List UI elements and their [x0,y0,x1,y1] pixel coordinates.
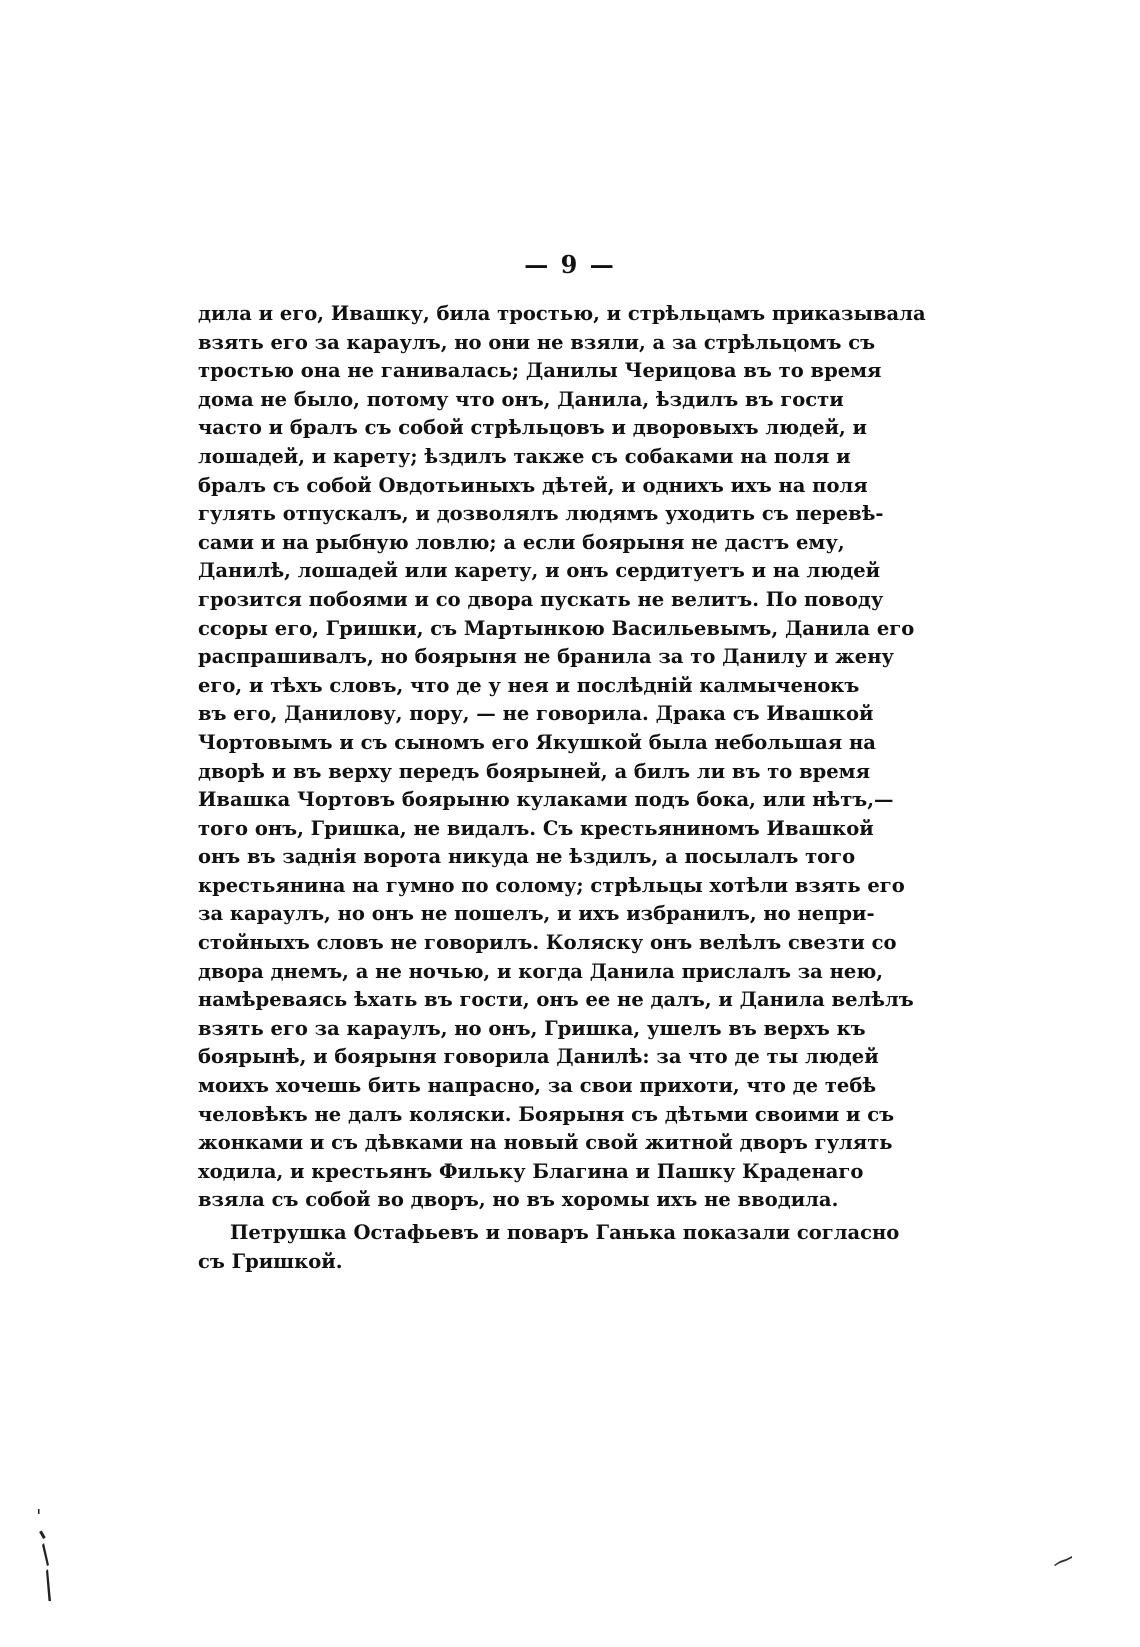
text-line: крестьянина на гумно по солому; стрѣльцы хотѣли взять его [198,873,905,897]
text-line: часто и бралъ съ собой стрѣльцовъ и дворовыхъ людей, и [198,416,868,440]
text-line: за караулъ, но онъ не пошелъ, и ихъ избранилъ, но непри- [198,902,875,926]
text-line: Петрушка Остафьевъ и поваръ Ганька показали согласно [230,1221,900,1244]
text-line: сами и на рыбную ловлю; а если боярыня не дастъ ему, [198,530,845,554]
text-line: Чортовымъ и съ сыномъ его Якушкой была небольшая на [198,730,876,754]
text-line: тростью она не ганивалась; Данилы Черицова въ то время [198,359,882,383]
paragraph [198,1219,900,1276]
text-line: гулять отпускалъ, и дозволялъ людямъ уходить съ перевѣ- [198,502,884,526]
text-line: взять его за караулъ, но они не взяли, а за стрѣльцомъ съ [198,330,876,354]
text-line: моихъ хочешь бить напрасно, за свои прихоти, что де тебѣ [198,1074,877,1098]
text-line: намѣреваясь ѣхать въ гости, онъ ее не далъ, и Данила велѣлъ [198,988,914,1012]
text-line: дома не было, потому что онъ, Данила, ѣздилъ въ гости [198,387,844,411]
text-line: человѣкъ не далъ коляски. Боярыня съ дѣтьми своими и съ [198,1102,895,1126]
text-line: двора днемъ, а не ночью, и когда Данила прислалъ за нею, [198,959,884,983]
text-line: дила и его, Ивашку, била тростью, и стрѣльцамъ приказывала [198,302,926,325]
paragraph [198,300,926,1219]
text-line: жонками и съ дѣвками на новый свой житной дворъ гулять [198,1131,893,1155]
text-line: взять его за караулъ, но онъ, Гришка, ушелъ въ верхъ къ [198,1016,866,1040]
text-line: Ивашка Чортовъ боярыню кулаками подъ бока, или нѣтъ,— [198,788,894,812]
text-line: лошадей, и карету; ѣздилъ также съ собаками на поля и [198,444,851,468]
text-line: Данилѣ, лошадей или карету, и онъ сердитуетъ и на людей [198,559,881,583]
text-line: дворѣ и въ верху передъ боярыней, а билъ ли въ то время [198,759,871,783]
text-line: ссоры его, Гришки, съ Мартынкою Васильевымъ, Данила его [198,616,915,640]
text-line: грозится побоями и со двора пускать не велитъ. По поводу [198,587,884,611]
text-line: съ Гришкой. [198,1249,343,1273]
body-text [198,300,926,1276]
margin-specks [30,1505,60,1625]
text-line: распрашивалъ, но боярыня не бранила за то Данилу и жену [198,645,894,669]
text-line: того онъ, Гришка, не видалъ. Съ крестьяниномъ Ивашкой [198,816,874,840]
text-line: онъ въ заднія ворота никуда не ѣздилъ, а посылалъ того [198,845,856,869]
text-line: взяла съ собой во дворъ, но въ хоромы ихъ не вводила. [198,1188,839,1212]
text-line: боярынѣ, и боярыня говорила Данилѣ: за что де ты людей [198,1045,879,1069]
page-number: — 9 — [524,250,616,279]
margin-speck [1052,1555,1074,1567]
text-line: въ его, Данилову, пору, — не говорила. Драка съ Ивашкой [198,702,874,726]
text-line: стойныхъ словъ не говорилъ. Коляску онъ велѣлъ свезти со [198,931,897,955]
text-line: ходила, и крестьянъ Фильку Благина и Пашку Краденаго [198,1159,864,1183]
text-line: его, и тѣхъ словъ, что де у нея и послѣдній калмыченокъ [198,673,860,697]
text-line: бралъ съ собой Овдотьиныхъ дѣтей, и однихъ ихъ на поля [198,473,868,497]
